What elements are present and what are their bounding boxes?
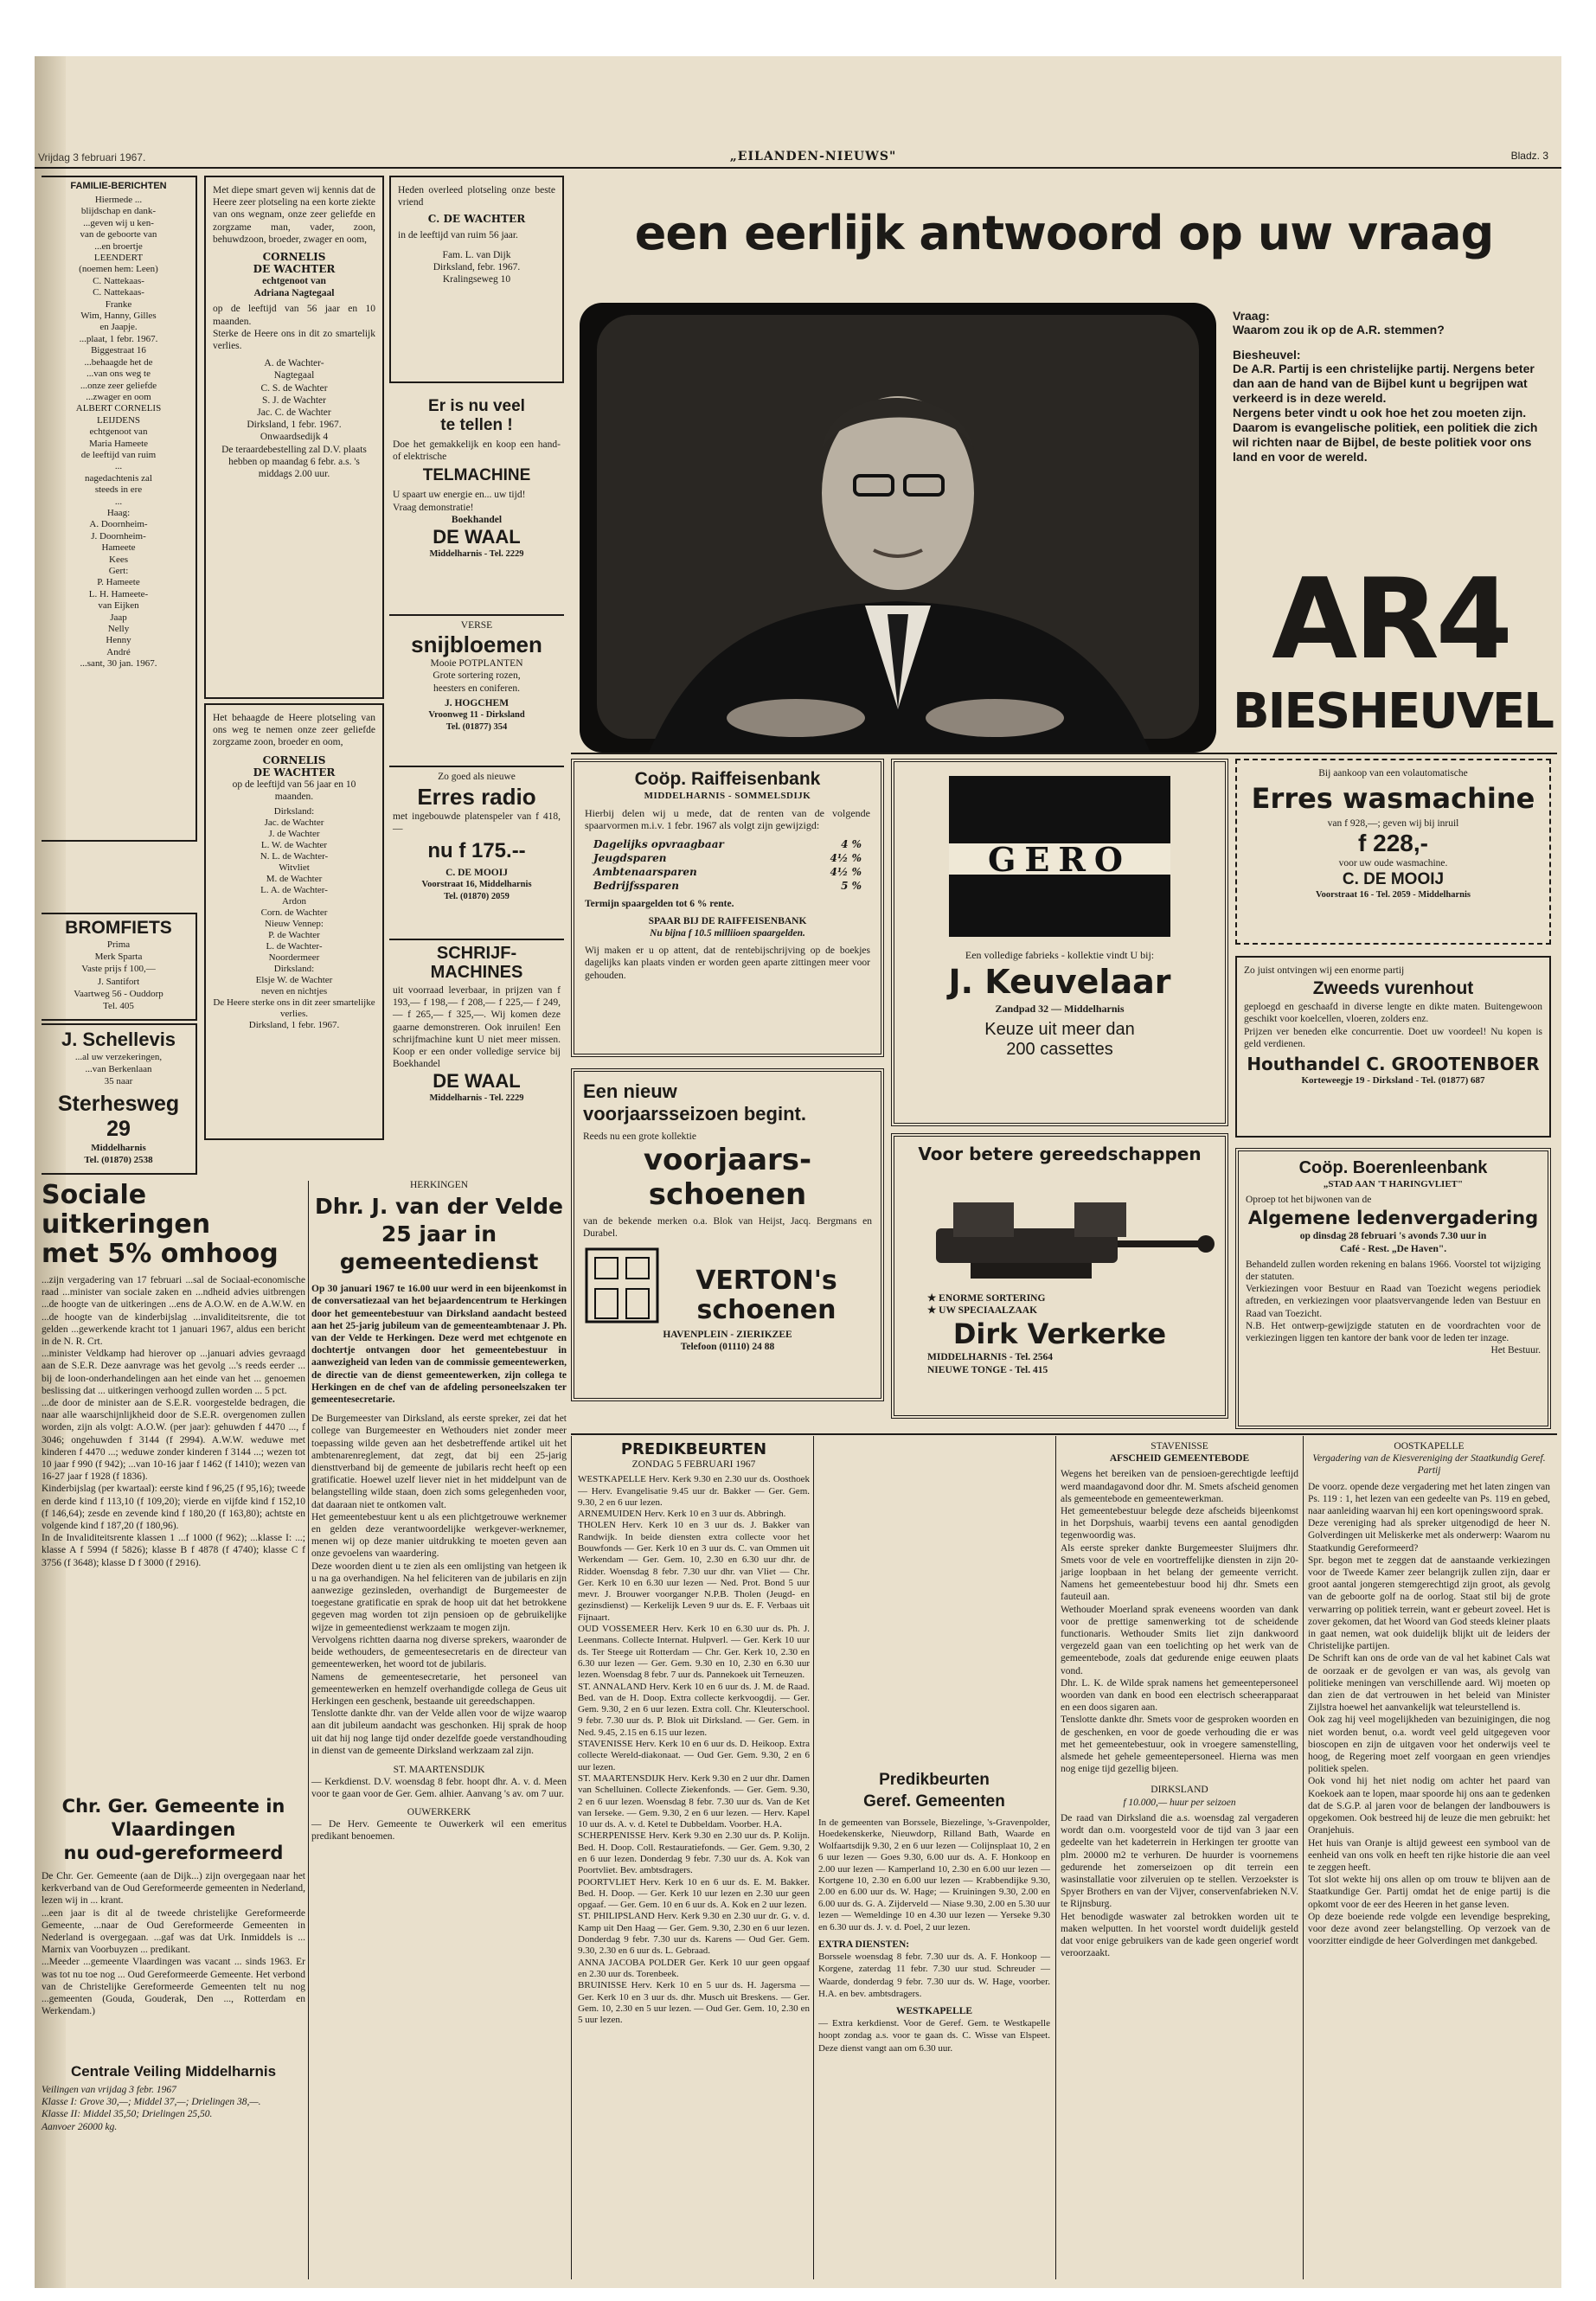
boerenleenbank-place: Café - Rest. „De Haven". (1339, 1243, 1447, 1254)
raiffeisen-footer: Wij maken er u op attent, dat de rentebijschrijving op de boekjes dagelijks kan plaats vinden er worden geen aparte zittingen meer voor gehouden. (585, 945, 870, 981)
verton-tel: Telefoon (01110) 24 88 (680, 1341, 775, 1352)
ar-photo (580, 303, 1216, 753)
telmachine-text: Doe het gemakkelijk en koop een hand- of elektrische (393, 439, 561, 463)
article-oostkapelle (1308, 1440, 1550, 2279)
wasmachine-title: Erres wasmachine (1251, 782, 1535, 816)
vise-illustration (901, 1168, 1221, 1289)
gereedschap-title: Voor betere gereedschappen (918, 1144, 1202, 1164)
predikbeurten-title: PREDIKBEURTEN (620, 1440, 767, 1458)
rate-row (593, 879, 862, 893)
voorjaar-big-1: voorjaars- (643, 1143, 812, 1178)
voorjaar-shop-name (661, 1266, 872, 1325)
erres-radio-price: nu f 175.-- (427, 838, 526, 862)
death-notice-1-spouse: echtgenoot van Adriana Nagtegaal (253, 276, 335, 299)
family-notices-text: Hiermede ... blijdschap en dank- ...geven wij u ken- van de geboorte van ...en broertje LEENDERT (noemen hem: Leen) C. Nattekaas- C. Nattekaas- Franke Wim, Hanny, Gilles en Jaapje. ...plaat, 1 febr. 1967. Biggestraat 16 ...behaagde het de ...van ons weg te ...onze zeer geliefde ...zwager en oom ALBERT CORNELIS LEIJDENS echtgenoot van Maria Hameete de leeftijd van ruim ... nagedachtenis zal steeds in ere ... Haag: A. Doornheim- J. Doornheim- Hameete Kees Gert: P. Hameete L. H. Hameete- van Eijken Jaap Nelly Henny André ...sant, 30 jan. 1967. (75, 195, 162, 670)
wachter-friend-name: C. DE WACHTER (427, 213, 526, 226)
veiling-title: Centrale Veiling Middelharnis (70, 2063, 277, 2080)
death-notice-1 (204, 176, 384, 699)
voorjaar-title-2: voorjaarsseizoen begint. (583, 1103, 806, 1125)
boerenleenbank-body: Behandeld zullen worden rekening en balans 1966. Voorstel tot wijziging der statuten. Verkiezingen voor Bestuur en Raad van Toezicht wegens periodiek aftreden, en verkiezingen voor plaatsvervangende leden van Bestuur en Raad van Toezicht. N.B. Het ontwerp-gewijzigde statuten en de voordrachten voor de verkiezingen liggen ten kantore der bank voor de leden ter inzage. (1246, 1259, 1541, 1344)
wasmachine-price: f 228,- (1358, 830, 1428, 857)
schellevis-ad (42, 1023, 197, 1175)
death-notice-2-name: CORNELIS DE WACHTER (253, 753, 336, 779)
erres-mooij-name: C. DE MOOIJ (445, 867, 508, 878)
boerenleenbank-text: Oproep tot het bijwonen van de (1246, 1195, 1372, 1206)
gero-cassettes: 200 cassettes (1006, 1040, 1113, 1060)
wachter-friend-notice (389, 176, 564, 383)
raiffeisen-sub: MIDDELHARNIS - SOMMELSDIJK (644, 791, 811, 801)
ouwerkerk-text: — De Herv. Gemeente te Ouwerkerk wil een emeritus predikant benoemen. (311, 1818, 567, 1842)
wasmachine-dealer: C. DE MOOIJ (1342, 869, 1445, 888)
schellevis-name: J. Schellevis (61, 1029, 176, 1050)
vurenhout-address: Korteweegje 19 - Dirksland - Tel. (01877) 687 (1301, 1075, 1485, 1086)
dirksland-title: f 10.000,— huur per seizoen (1123, 1797, 1236, 1808)
vurenhout-pre: Zo juist ontvingen wij een enorme partij (1244, 965, 1405, 976)
schellevis-text: ...al uw verzekeringen, ...van Berkenlaan 35 naar (74, 1052, 163, 1087)
oostkapelle-title: Vergadering van de Kiesvereniging der Staatkundig Geref. Partij (1312, 1453, 1546, 1477)
extra-diensten-label: EXTRA DIENSTEN: (818, 1939, 910, 1951)
column-rule (1055, 1436, 1056, 2279)
dewaal2-name: DE WAAL (433, 1070, 521, 1093)
raiffeisen-intro: Hierbij delen wij u mede, dat de renten van de volgende spaarvormen m.i.v. 1 febr. 1967 als volgt zijn gewijzigd: (585, 807, 870, 832)
voorjaar-ad (571, 1068, 884, 1401)
geref-title: Predikbeurten Geref. Gemeenten (863, 1771, 1005, 1811)
veiling-body: Veilingen van vrijdag 3 febr. 1967 Klasse I: Grove 30,—; Middel 37,—; Drielingen 38,—. Klasse II: Middel 35,50; Drielingen 25,50. Aanvoer 26000 kg. (42, 2085, 261, 2132)
family-notices-fragment (42, 176, 197, 842)
gero-dealer-address: Zandpad 32 — Middelharnis (995, 1003, 1125, 1016)
stavenisse-title: AFSCHEID GEMEENTEBODE (1109, 1453, 1250, 1465)
raiffeisen-ad (571, 759, 884, 1057)
rate-value: 4½ % (830, 865, 862, 878)
extra-diensten-body: Borssele woensdag 8 febr. 7.30 uur ds. A. F. Honkoop — Korgene, zaterdag 11 febr. 7.30 uur stud. Schreuder — Waarde, donderdag 9 febr. 7.30 uur ds. W. Hage, voorber. H.A. en bev. ambtsdragers. (818, 1952, 1050, 1999)
erres-radio-ad (389, 766, 564, 934)
vurenhout-dealer: Houthandel C. GROOTENBOER (1247, 1054, 1540, 1075)
column-rule (308, 1181, 309, 2279)
oostkapelle-label: OOSTKAPELLE (1394, 1441, 1465, 1452)
wasmachine-text2: voor uw oude wasmachine. (1338, 858, 1448, 869)
verton-address: HAVENPLEIN - ZIERIKZEE (663, 1329, 792, 1340)
voorjaar-title-1: Een nieuw (583, 1080, 677, 1102)
stavenisse-label: STAVENISSE (1151, 1441, 1208, 1452)
article-geref-gemeenten (818, 1769, 1050, 2279)
death-notice-2 (204, 703, 384, 1140)
oostkapelle-body: De voorz. opende deze vergadering met het laten zingen van Ps. 119 : 1, het lezen van een gedeelte van Ps. 119 en gebed, naar aanleiding waarvan hij een kort openingswoord sprak. Deze vereniging had als spreker uitgenodigd de heer N. Golverdingen uit Meliskerke met als onderwerp: Waarom nu Staatkundig Gereformeerd? Spr. begon met te zeggen dat de aanstaande verkiezingen voor de Tweede Kamer zeer belangrijk zullen zijn, daar er groot aantal jongeren stemgerechtigd zijn groot, als gevolg van de geboorte golf na de oorlog. Staat stil bij de grote verwarring op politiek terrein, want er gebeurt zoveel. Het is zover gekomen, dat het Woord van God steeds kleiner plaats in gaat nemen, wat ook duidelijk blijkt uit de leiders der Christelijke partijen. De Schrift kan ons de orde van de val het kabinet Cals wat de oorzaak er de gevolgen er van was, als gevolg van politieke meningen van verschillende aard. Wij moeten op dan zien de dat vertrouwen in het beleid van Minister Zijlstra hoewel het aanvankelijk wat teleurstellend is. Ook zag hij veel mogelijkheden van bezuinigingen, die nog niet worden benut, o.a. wordt veel geld uitgegeven voor bioscopen en zijn de uitgaven voor het onderwijs veel te hoog, de Regering moet zelf voorgaan en geen vriendjes politiek spelen. Ook vond hij het niet nodig om achter het paard van Koekoek aan te lopen, maar spoorde hij ons aan te gedenken dat de S.G.P. al jaren voor de belangen der landbouwers is opgekomen. Ook bestreed hij de leuze die men gebruikt: het Oranjehuis. Het huis van Oranje is altijd geweest een symbool van de eenheid van ons volk en heeft ten rijke historie die aan veel te zeggen heeft. Tot slot wekte hij ons allen op om trouw te blijven aan de Staatkundige Ger. Partij omdat het de enige partij is die opkomt voor de eer des Heeren in het ganse leven. Op deze boeiende rede volgde een levendige bespreking, voor deze avond zeer belangstelling. Op verzoek van de voorzitter eindigde de heer Golverdingen met dankgebed. (1308, 1481, 1550, 1947)
westkapelle-label: WESTKAPELLE (895, 2006, 973, 2017)
bromfiets-heading: BROMFIETS (65, 918, 172, 938)
column-rule (571, 1436, 572, 2279)
voorjaar-big-2: schoenen (648, 1177, 807, 1213)
gero-text: Een volledige fabrieks - kollektie vindt U bij: (965, 949, 1155, 961)
snijbloemen-ad (389, 614, 564, 761)
article-jubileum (311, 1179, 567, 2286)
gereedschap-address-2: NIEUWE TONGE - Tel. 415 (927, 1364, 1048, 1375)
rate-label: Bedrijfssparen (593, 879, 679, 892)
sociale-title-2: met 5% omhoog (42, 1239, 279, 1269)
rate-label: Dagelijks opvraagbaar (593, 837, 724, 850)
sterhesweg-sub: Middelharnis Tel. (01870) 2538 (84, 1142, 153, 1165)
verton-name-2: schoenen (696, 1294, 836, 1325)
wachter-friend-text: Heden overleed plotseling onze beste vriend (398, 185, 555, 208)
hogchem-address: Vroonweg 11 - Dirksland Tel. (01877) 354 (428, 710, 525, 733)
article-predikbeurten (578, 1440, 810, 2279)
ar-bottom-rule (571, 753, 1557, 754)
ouwerkerk-label: OUWERKERK (407, 1806, 471, 1817)
jubileum-title: Dhr. J. van der Velde 25 jaar in gemeentedienst (315, 1194, 563, 1275)
boerenleenbank-date: op dinsdag 28 februari 's avonds 7.30 uur in (1299, 1231, 1487, 1242)
jubileum-body: De Burgemeester van Dirksland, als eerste spreker, zei dat het college van Burgemeester en Wethouders niet zonder meer toepassing wilde geven aan het desbetreffende artikel uit het ambtenarenreglement, dat zegt, dat bij een 25-jarig diensttverband bij de gemeente de jubilaris recht heeft op een gratificatie. Hoewel uzelf liever niet in het middelpunt van de belangstelling wilde staan, doen zich soms gelegenheden voor, dat daaraan niet te ontkomen valt. Het gemeentebestuur kent u als een plichtgetrouwe werknemer en gelden deze verantwoordelijke werkgever-werknemer, menen wij op deze manier uitdrukking te moeten geven aan onze gevoelens van waardering. Deze woorden dient u te zien als een omlijsting van hetgeen ik u na ga overhandigen. Na hel feliciteren van de jubilaris en zijn aanwezige gezinsleden, overhandigt de Burgemeester de toegestane gratificatie en sprak de hoop uit dat het betrokkene gegeven mag worden tot zijn pensioen op de gebruikelijke wijze in gemeentedienst werkzaam te mogen zijn. Vervolgens richtten daarna nog diverse sprekers, waaronder de beide wethouders, de gemeentesecretaris en de directeur van gemeentewerken, het woord tot de jubilaris. Namens de gemeentesecretarie, het personeel van gemeentewerken en hemzelf overhandigde collega de Geus uit Herkingen een geschenk, bestaande uit gereedschappen. Tenslotte dankte dhr. van der Velde allen voor de wijze waarop aan dit jubileum aandacht was geschonken. Hij sprak de hoop uit dat hij nog lange tijd onder dezelfde goede verstandhouding in dienst van de gemeente Dirksland werkzaam zal zijn. (311, 1413, 567, 1756)
vurenhout-ad (1235, 956, 1551, 1138)
article-sociale-uitkeringen (42, 1181, 305, 1786)
gereedschap-bullet-1: ★ ENORME SORTERING (927, 1293, 1046, 1304)
family-notices-heading: FAMILIE-BERICHTEN (70, 181, 167, 191)
article-chr-ger-gemeente (42, 1795, 305, 2054)
shop-front-icon (583, 1246, 661, 1325)
chr-ger-title: Chr. Ger. Gemeente in Vlaardingen nu oud-gereformeerd (61, 1796, 285, 1863)
predikbeurten-date: ZONDAG 5 FEBRUARI 1967 (631, 1459, 756, 1470)
jubileum-lead: Op 30 januari 1967 te 16.00 uur werd in een bijeenkomst in de conversatiezaal van het bejaardencentrum te Herkingen door het gemeentebestuur van Dirksland aandacht besteed aan het 25-jarig jubileum van de gemeenteambtenaar J. Ph. van der Velde te Herkingen. Deze werd met echtgenote en dochtertje ontvangen door het gemeentebestuur in aanwezigheid van leden van de commissie gemeentewerken, de directie van de dienst gemeentewerken, zijn collega te Herkingen en de chef van de afdeling personeelszaken ter gemeentesecretarie. (311, 1284, 567, 1406)
ar-biesheuvel-label: Biesheuvel: (1233, 348, 1301, 362)
boerenleenbank-ad (1235, 1148, 1551, 1429)
section-rule (571, 1433, 1557, 1435)
vurenhout-title: Zweeds vurenhout (1312, 978, 1474, 999)
schrijfmachine-ad (389, 939, 564, 1146)
ar4-logo: AR4 (1272, 555, 1509, 684)
ar-headline: een eerlijk antwoord op uw vraag (634, 206, 1494, 260)
geref-body: In de gemeenten van Borssele, Biezelinge, 's-Gravenpolder, Hoedekenskerke, Nieuwdorp, Rilland Bath, Waarde en Wolfaartsdijk 9.30, 2 en 6 uur lezen — Colijnsplaat 10, 2 en 6 uur lezen — Goes 9.30, 6.00 uur ds. A. F. Honkoop en 2.00 uur lezen — Kamperland 10, 2.30 en 6.00 uur lezen — Kortgene 10, 2.30 en 6.00 uur lezen — Krabbendijke 9.30, 2.00 en 6.00 uur ds. W. Hage; — Kruiningen 9.30, 2.00 en 6.00 uur ds. G. A. Zijderveld — Niase 9.30, 2.00 en 5.30 uur lezen — Wemeldinge 10 en 4.30 uur lezen — Yerseke 9.30 en 6.30 uur ds. J. v. d. Poel, 2 uur lezen. (818, 1817, 1050, 1932)
hogchem-name: J. HOGCHEM (444, 697, 510, 708)
raiffeisen-termijn: Termijn spaargelden tot 6 % rente. (585, 898, 734, 909)
gereedschap-address-1: MIDDELHARNIS - Tel. 2564 (927, 1352, 1054, 1363)
wasmachine-pre: Bij aankoop van een volautomatische (1318, 768, 1468, 779)
boerenleenbank-title: Coöp. Boerenleenbank (1298, 1158, 1488, 1177)
st-maartensdijk-label: ST. MAARTENSDIJK (393, 1764, 485, 1775)
rate-label: Jeugdsparen (593, 851, 667, 864)
ar-vraag-text: Waarom zou ik op de A.R. stemmen? (1233, 323, 1445, 336)
gero-logo-text: GERO (987, 840, 1132, 879)
wachter-friend-age: in de leeftijd van ruim 56 jaar. (398, 230, 518, 241)
erres-radio-title: Erres radio (417, 784, 536, 811)
snijbloemen-pre: VERSE (460, 620, 493, 631)
wasmachine-ad (1235, 759, 1551, 945)
telmachine-heading: Er is nu veel te tellen ! (428, 397, 525, 434)
telmachine-shop: Boekhandel (451, 514, 503, 525)
ar-biesheuvel-name: BIESHEUVEL (1233, 683, 1553, 740)
death-notice-2-intro: Het behaagde de Heere plotseling van ons weg te nemen onze zeer geliefde zorgzame zoon, broeder en oom, (213, 713, 375, 748)
gero-logo-box (949, 776, 1170, 937)
death-notice-2-age: op de leeftijd van 56 jaar en 10 maanden. (232, 779, 359, 802)
jubileum-label: HERKINGEN (409, 1180, 469, 1190)
death-notice-1-name: CORNELIS DE WACHTER (253, 251, 336, 276)
telmachine-text2: U spaart uw energie en... uw tijd! Vraag demonstratie! (393, 490, 526, 513)
erres-radio-pre: Zo goed als nieuwe (438, 772, 516, 782)
death-notice-1-intro: Met diepe smart geven wij kennis dat de Heere zeer plotseling na een korte ziekte van ons wegnam, onze zeer geliefde en zorgzame man, vader, zoon, behuwdzoon, broeder, zwager en oom, (213, 185, 375, 245)
snijbloemen-text: Mooie POTPLANTEN Grote sortering rozen, heesters en coniferen. (430, 658, 523, 694)
newspaper-page (35, 56, 1561, 2288)
rate-value: 4 % (841, 837, 862, 850)
telmachine-big: TELMACHINE (422, 466, 531, 485)
verton-name-1: VERTON's (695, 1265, 837, 1296)
wasmachine-text: van f 928,—; geven wij bij inruil (1327, 818, 1459, 830)
article-veiling (42, 2063, 305, 2184)
wachter-friend-sign: Fam. L. van Dijk Dirksland, febr. 1967. Kralingseweg 10 (433, 249, 521, 285)
sterhesweg-address: Sterhesweg 29 (57, 1091, 180, 1141)
schrijfmachine-title: SCHRIJF- MACHINES (430, 944, 523, 982)
header-date: Vrijdag 3 februari 1967. (38, 151, 146, 163)
gereedschap-bullet-2: ★ UW SPECIAALZAAK (927, 1305, 1038, 1317)
rate-value: 5 % (841, 879, 862, 892)
erres-radio-text: met ingebouwde platenspeler van f 418,— (393, 811, 561, 835)
wasmachine-address: Voorstraat 16 - Tel. 2059 - Middelharnis (1316, 889, 1471, 900)
st-maartensdijk-text: — Kerkdienst. D.V. woensdag 8 febr. hoopt dhr. A. v. d. Meen voor te gaan voor de Ger. Gem. alhier. Aanvang 's av. om 7 uur. (311, 1777, 567, 1800)
raiffeisen-spaar2: Nu bijna f 10.5 milliioen spaargelden. (650, 928, 805, 939)
bromfiets-text: Prima Merk Sparta Vaste prijs f 100,— J. Santifort Vaartweg 56 - Ouddorp Tel. 405 (74, 939, 163, 1012)
gereedschap-dealer: Dirk Verkerke (952, 1317, 1167, 1351)
voorjaar-pre: Reeds nu een grote kollektie (583, 1131, 696, 1142)
ar-vraag-label: Vraag: (1233, 309, 1270, 323)
raiffeisen-spaar: SPAAR BIJ DE RAIFFEISENBANK (648, 915, 807, 926)
snijbloemen-title: snijbloemen (411, 631, 542, 658)
ar-question (1233, 309, 1548, 465)
raiffeisen-rates (593, 837, 862, 893)
dewaal-address: Middelharnis - Tel. 2229 (429, 549, 524, 560)
voorjaar-text: van de bekende merken o.a. Blok van Heijst, Jacq. Bergmans en Durabel. (583, 1216, 872, 1240)
telmachine-ad (389, 394, 564, 601)
dewaal-name: DE WAAL (433, 526, 521, 548)
rate-row (593, 851, 862, 865)
boerenleenbank-sign: Het Bestuur. (1490, 1345, 1541, 1356)
header-paper-name: „EILANDEN-NIEUWS" (729, 150, 897, 163)
ar-answer-text: De A.R. Partij is een christelijke partij. Nergens beter dan aan de hand van de Bijbel kunt u begrijpen wat verkeerd is in deze wereld. Nergens beter vindt u ook hoe het zou moeten zijn. Daarom is evangelische politiek, een politiek die zich wil richten naar de Bijbel, de beste politiek voor ons land en voor de wereld. (1233, 362, 1538, 464)
predikbeurten-col-b-fill (818, 1440, 1050, 1760)
header-rule (35, 167, 1561, 169)
rate-row (593, 837, 862, 851)
article-stavenisse (1061, 1440, 1298, 2279)
dirksland-body: De raad van Dirksland die a.s. woensdag zal vergaderen wordt dan o.m. voorgesteld voor de tijd van 3 jaar een gedeelte van het kadeterrein in Herkingen ter grootte van plm. 20000 m2 te verhuren. De huurder is voornemens gedurende het zomerseizoen op dit terrein een wasinstallatie voor zilveruien op te stellen. Verzoekster is Spyer Brothers en van der Vijver, conservenfabrieken N.V. te Rijnsburg. Het benodigde waswater zal betrokken worden uit te maken welputten. In het voorstel wordt duidelijk gesteld dat voor enige gebruikers van de kade geen ongerief wordt veroorzaakt. (1061, 1812, 1298, 1959)
boerenleenbank-vergadering: Algemene ledenvergadering (1247, 1208, 1539, 1229)
dirksland-label: DIRKSLAND (1151, 1785, 1208, 1796)
predikbeurten-body: WESTKAPELLE Herv. Kerk 9.30 en 2.30 uur ds. Oosthoek — Herv. Evangelisatie 9.45 uur dr. Bakker — Ger. Gem. 9.30, 2 en 6 uur lezen. ARNEMUIDEN Herv. Kerk 10 en 3 uur ds. Abbringh. THOLEN Herv. Kerk 10 en 3 uur ds. J. Bakker van Randwijk. In beide diensten extra collecte voor het Bouwfonds — Ger. Kerk 10 en 3 uur ds. C. van Ommen uit Werkendam — Ger. Gem. 10, 2.30 en 6.30 uur dhr. de Ridder. Woensdag 8 febr. 7.30 uur dhr. van Vliet — Chr. Ger. Kerk 10 en 6.30 uur lezen — Ned. Prot. Bond 5 uur mevr. J. Brouwer voorganger N.P.B. Tholen (Jeugd- en gezinsdienst) — Kerkelijk Leven 9 uur ds. E. F. Verbaas uit Fijnaart. OUD VOSSEMEER Herv. Kerk 10 en 6.30 uur ds. Ph. J. Leenmans. Collecte Internat. Hulpverl. — Ger. Kerk 10 uur ds. Ter Steege uit Rotterdam — Chr. Ger. Kerk 10, 2.30 en 6.30 uur lezen — Ger. Gem. 9.30 en 10, 2.30 en 6.30 uur lezen. Woensdag 8 febr. 7 uur ds. Pannekoek uit Terneuzen. ST. ANNALAND Herv. Kerk 10 en 6 uur ds. J. M. de Raad. Bed. van de H. Doop. Extra collecte kerkvoogdij. — Ger. Gem. 9.30, 2 en 6 uur lezen. Extra coll. Chr. Kleuterschool. 9 febr. 7.30 uur ds. P. Blok uit Dirksland. — Ger. Gem. in Ned. 9.45, 2.15 en 6.15 uur lezen. STAVENISSE Herv. Kerk 10 en 6 uur ds. D. Heikoop. Extra collecte Wereld-diakonaat. — Oud Ger. Gem. 9.30, 2 en 6 uur lezen. ST. MAARTENSDIJK Herv. Kerk 9.30 en 2 uur dhr. Damen van Schelluinen. Collecte Ziekenfonds. — Ger. Gem. 9.30, 2 en 6 uur lezen. Woensdag 8 febr. 7.30 uur ds. Van de Ket van Ierseke. — Gem. 9.30, 2 en 6 uur lezen. — Herv. Kapel 10 uur ds. A. v. d. Ketel te Dubbeldam. Voorber. H.A. SCHERPENISSE Herv. Kerk 9.30 en 2.30 uur ds. P. Kolijn. Bed. H. Doop. Coll. Restauratiefonds. — Ger. Gem. 9.30, 2 en 6 uur lezen. Donderdag 9 febr. 7.30 uur ds. A. Kok van Poortvliet. Bev. ambtsdragers. POORTVLIET Herv. Kerk 10 en 6 uur ds. E. M. Bakker. Bed. H. Doop. — Ger. Kerk 10 uur lezen en 2.30 uur geen opgaaf. — Ger. Gem. 10 en 6 uur ds. A. Kok en 2 uur lezen. ST. PHILIPSLAND Herv. Kerk 9.30 en 2.30 uur dr. G. v. d. Kamp uit Den Haag — Ger. Gem. 9.30, 2.30 en 6 uur lezen. Donderdag 9 febr. 7.30 uur ds. Karens — Oud Ger. Gem. 9.30, 2.30 en 6 uur ds. L. Gebraad. ANNA JACOBA POLDER Ger. Kerk 10 uur geen opgaaf en 2.30 uur ds. Torenbeek. BRUINISSE Herv. Kerk 10 en 5 uur ds. H. Jagersma — Ger. Kerk 10 en 3 uur ds. dhr. Musch uit Breskens. — Ger. Gem. 10, 2.30 en 5 uur lezen. — Oud Ger. Gem. 10, 2.30 en 5 uur lezen. (578, 1474, 810, 2026)
death-notice-2-signers: Dirksland: Jac. de Wachter J. de Wachter L. W. de Wachter N. L. de Wachter- Witvliet M. de Wachter L. A. de Wachter- Ardon Corn. de Wachter Nieuw Vennep: P. de Wachter L. de Wachter- Noordermeer Dirksland: Elsje W. de Wachter neven en nichtjes De Heere sterke ons in dit zeer smartelijke verlies. Dirksland, 1 febr. 1967. (213, 806, 375, 1031)
death-notice-1-text: op de leeftijd van 56 jaar en 10 maanden. Sterke de Heere ons in dit zo smartelijk verlies. (213, 304, 375, 352)
erres-mooij-address: Voorstraat 16, Middelharnis Tel. (01870) 2059 (421, 879, 532, 902)
sociale-body: ...zijn vergadering van 17 februari ...sal de Sociaal-economische raad ...minister van sociale zaken en ...ndheid advies uitbrengen ...de hoogte van de uitkeringen ...ens de A.O.W. en de A.W.W. en ...de hoogte van de kinderbijslag ...invaliditeitsrente, die tot gelden ...gewerkende kracht tot 1 januari 1967, aldus een bericht in de N. R. Crt. ...minister Veldkamp had hierover op ...januari advies gevraagd aan de S.E.R. Deze aanvrage was het gevolg ...'s reeds eerder ... bij de loon-onderhandelingen aan het einde van het ... genoemen beslissing dat ... uitkeringen verhoogd zullen worden ... 5 pct. ...de door de minister aan de S.E.R. voorgestelde bedragen, die naar alle waarschijnlijkheid door de S.E.R. overgenomen zullen worden, zijn als volgt: A.O.W. (per jaar): gehuwden f 4470 ..., f 3046; ongehuwden f 3144 (f 2994). A.W.W. weduwe met kinderen f 4470 ...; weduwe zonder kinderen f 3144 ...; wezen tot 10 jaar f 990 (f 942); ...van 10-16 jaar f 1462 (f 1410); wezen van 16-27 jaar f 1928 (f 1836). Kinderbijslag (per kwartaal): eerste kind f 96,25 (f 95,16); tweede en derde kind f 113,10 (f 109,20); vierde en vijfde kind f 152,10 (f 146,64); zesde en zevende kind f 180,20 (f 163,80); achtste en volgende kind f 187,20 (f 180,96). In de Invaliditeitsrente klassen 1 ...f 1000 (f 962); ...klasse I: ...; klasse A f 5994 (f 5826); klasse B f 4878 (f 4740); klasse C f 3756 (f 3648); klasse D f 3000 (f 2916). (42, 1275, 305, 1568)
boerenleenbank-sub: „STAD AAN 'T HARINGVLIET" (1323, 1179, 1464, 1189)
rate-value: 4½ % (830, 851, 862, 864)
chr-ger-body: De Chr. Ger. Gemeente (aan de Dijk...) zijn overgegaan naar het kerkverband van de Oud Gereformeerde gemeenten in Nederland, lezen wij in ... krant. ...een jaar is dit al de tweede christelijke Gereformeerde Gemeente, ...naar de Oud Gereformeerde Gemeenten in Nederland is overgegaan. ...gaf was dat Urk. Inmiddels is ... Marnix van Voorbuyzen ... predikant. ...Meeder ...gemeente Vlaardingen was vacant ... sinds 1963. Er was tot nu toe nog ... Oud Gereformeerde Gemeente. Het verbond van de Christelijke Gereformeerde Gemeenten telt nu nog ...gemeenten (Gouda, Gouderak, Den ..., Rotterdam en Werkendam.) (42, 1871, 305, 2017)
gero-keuze: Keuze uit meer dan (984, 1020, 1135, 1040)
schrijfmachine-text: uit voorraad leverbaar, in prijzen van f 193,— f 198,— f 208,— f 225,— f 249,— f 265,— f 325,—. Wij komen deze gaarne demonstreren. Ook inruilen! Een schrijfmachine kunt U niet meer missen. Koop er een onder volledige service bij Boekhandel (393, 985, 561, 1070)
gero-dealer-name: J. Keuvelaar (948, 963, 1171, 1002)
rate-label: Ambtenaarsparen (593, 865, 697, 878)
westkapelle-body: — Extra kerkdienst. Voor de Geref. Gem. te Westkapelle hoopt zondag a.s. voor te gaan ds. C. Wisse van Elspeet. Deze dienst vangt aan om 6.30 uur. (818, 2018, 1050, 2054)
portrait-illustration (580, 303, 1216, 753)
dewaal2-address: Middelharnis - Tel. 2229 (429, 1093, 524, 1104)
rate-row (593, 865, 862, 879)
column-rule (1303, 1436, 1304, 2279)
stavenisse-body: Wegens het bereiken van de pensioen-gerechtigde leeftijd werd maandagavond door dhr. M. Smets afscheid genomen als gemeentebode en gemeentewerkman. Het gemeentebestuur belegde deze afscheids bijeenkomst in het Dorpshuis, waarbij tevens een aantal genodigden tegenwoordig was. Als eerste spreker dankte Burgemeester Sluijmers dhr. Smets voor de vele en voortreffelijke diensten in zijn 20-jarige loopbaan in het belang der gemeente verricht. Namens het gemeentebestuur bood hij dhr. Smets een fauteuil aan. Wethouder Moerland sprak eveneens woorden van dank voor de prettige samenwerking tot de scheidende functionaris. Wethouder Smits liet zijn dankwoord vergezeld gaan van een toelichting op het werk van de gemeentebode, zoals dat gedurende enige eeuwen plaats vond. Dhr. L. K. de Wilde sprak namens het gemeentepersoneel woorden van dank en bood een electrisch scheerapparaat en een doos sigaren aan. Tenslotte dankte dhr. Smets voor de gesproken woorden en de geschenken, en voor de goede verhouding die er was met het gemeentebestuur, ook in vroegere samenstelling, alsmede het gehele gemeentepersoneel. Hierna was men nog enige tijd gezellig bijeen. (1061, 1469, 1298, 1775)
bromfiets-ad (42, 913, 197, 1021)
vurenhout-text: geploegd en geschaafd in diverse lengte en dikte maten. Buitengewoon geschikt voor koelcellen, vloeren, zolders enz. Prijzen ver beneden elke concurrentie. Doet uw voordeel! Nu kopen is geld verdienen. (1244, 1002, 1542, 1049)
gereedschap-ad (891, 1133, 1228, 1419)
sociale-title-1: Sociale uitkeringen (42, 1180, 211, 1240)
header-page-number: Bladz. 3 (1510, 150, 1548, 162)
death-notice-1-signers: A. de Wachter- Nagtegaal C. S. de Wachter S. J. de Wachter Jac. C. de Wachter Dirksland, 1 febr. 1967. Onwaardsedijk 4 De teraardebestelling zal D.V. plaats hebben op maandag 6 febr. a.s. 's middags 2.00 uur. (221, 358, 367, 480)
voorjaar-shop-row (583, 1246, 872, 1325)
column-rule (813, 1436, 814, 2279)
raiffeisen-title: Coöp. Raiffeisenbank (634, 769, 821, 789)
gero-ad (891, 759, 1228, 1126)
